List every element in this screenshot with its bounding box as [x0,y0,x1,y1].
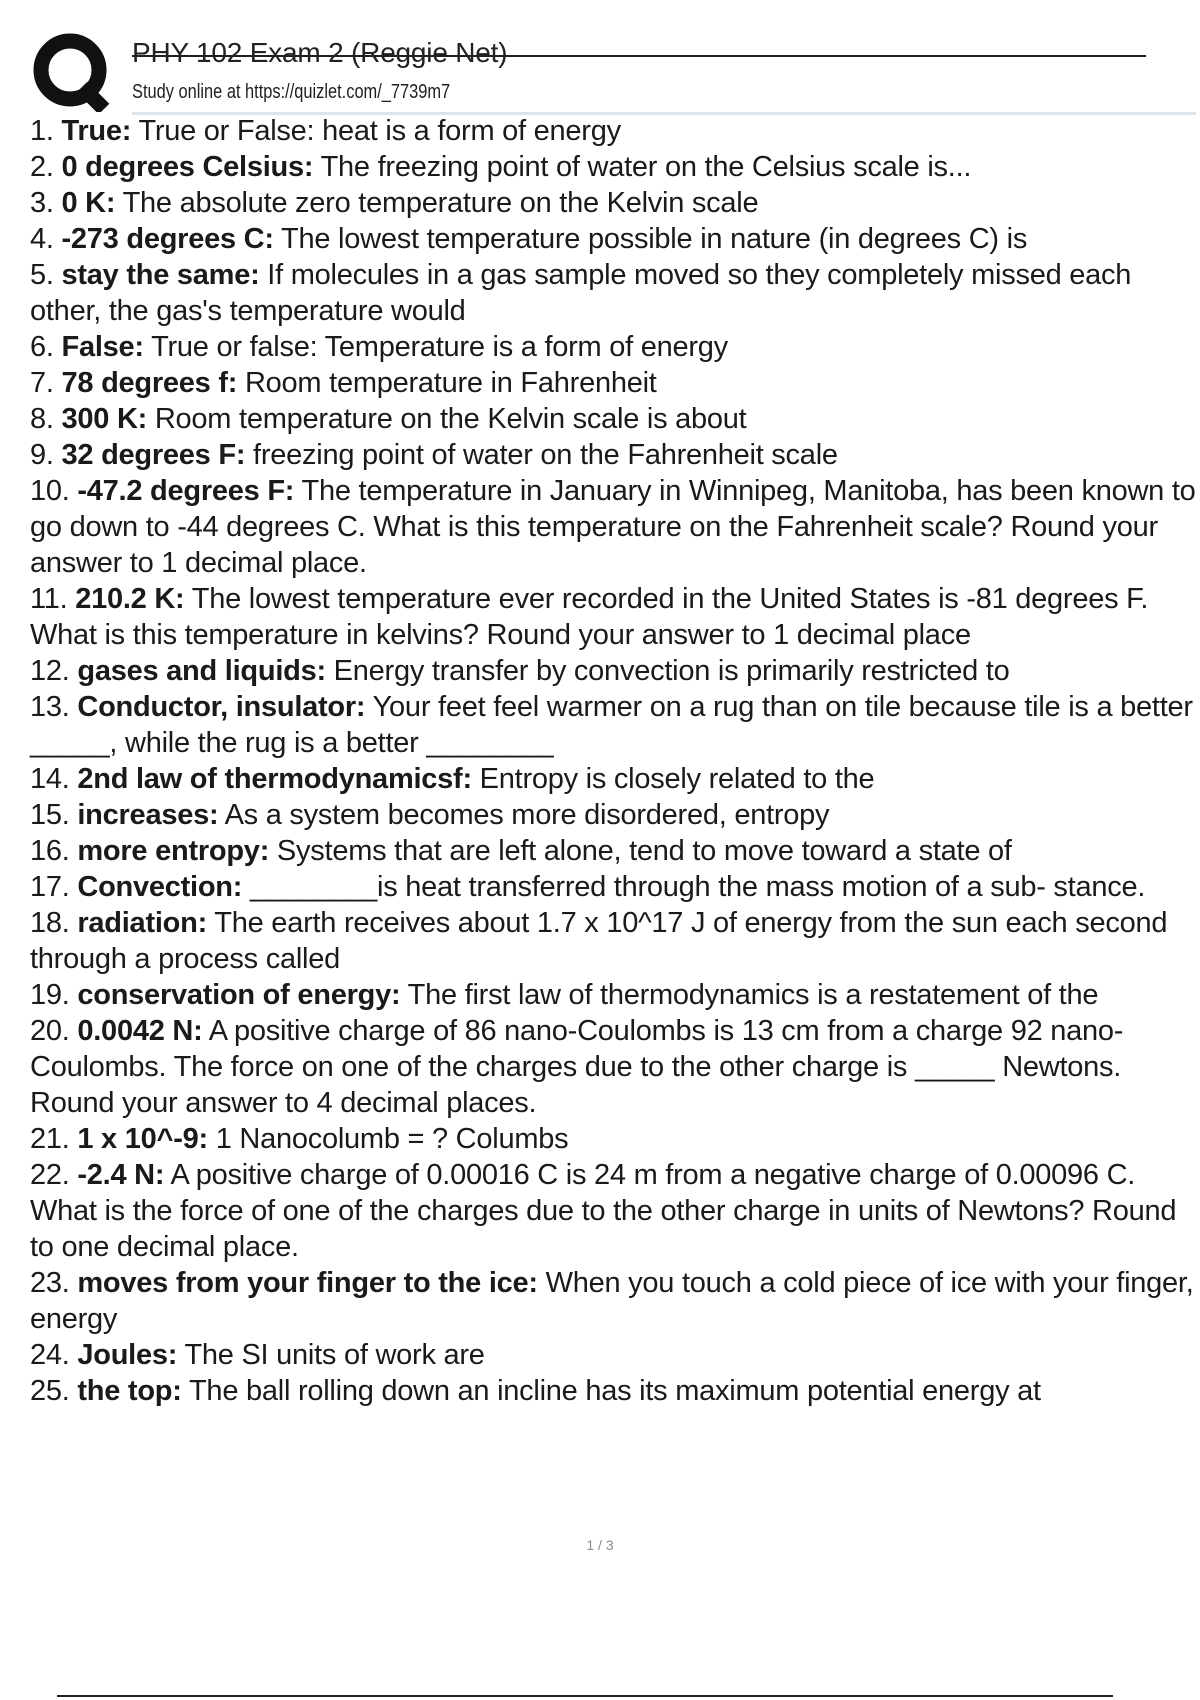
list-item [30,113,1200,149]
document-title: PHY 102 Exam 2 (Reggie Net) [132,37,508,68]
item-answer: radiation: [77,907,207,939]
item-number: 24. [30,1339,78,1371]
item-question: As a system becomes more disordered, entropy [218,799,830,831]
item-question: The ball rolling down an incline has its maximum potential energy at [181,1375,1041,1407]
item-answer: conservation of energy: [77,979,401,1011]
list-item [30,1337,1200,1373]
item-answer: -2.4 N: [77,1159,165,1191]
item-question: The first law of thermodynamics is a restatement of the [400,979,1099,1011]
list-item [30,689,1200,761]
item-question: True or False: heat is a form of energy [131,115,621,147]
item-answer: 32 degrees F: [61,439,246,471]
item-answer: 0 K: [61,187,116,219]
item-number: 15. [30,799,78,831]
item-number: 21. [30,1123,78,1155]
item-question: Room temperature in Fahrenheit [237,367,657,399]
item-answer: Joules: [77,1339,178,1371]
study-online-link[interactable]: Study online at https://quizlet.com/_7739m7 [132,81,451,103]
item-question: Energy transfer by convection is primarily restricted to [325,655,1010,687]
item-question: The freezing point of water on the Celsius scale is... [313,151,972,183]
item-answer: gases and liquids: [77,655,326,687]
item-number: 4. [30,223,62,255]
item-question: Systems that are left alone, tend to move toward a state of [269,835,1012,867]
item-question: 1 Nanocolumb = ? Columbs [207,1123,569,1155]
item-question: The earth receives about 1.7 x 10^17 J of energy from the sun each second through a process called [30,907,1168,975]
list-item [30,761,1200,797]
item-answer: 78 degrees f: [61,367,238,399]
list-item [30,185,1200,221]
list-item [30,1265,1200,1337]
item-question: The lowest temperature possible in nature (in degrees C) is [273,223,1028,255]
list-item [30,329,1200,365]
item-question: The absolute zero temperature on the Kelvin scale [115,187,759,219]
item-answer: False: [61,331,144,363]
item-number: 5. [30,259,62,291]
item-answer: 0.0042 N: [77,1015,203,1047]
footer-divider [57,1695,1113,1697]
item-answer: Conductor, insulator: [77,691,366,723]
item-number: 14. [30,763,78,795]
list-item [30,653,1200,689]
list-item [30,905,1200,977]
item-number: 23. [30,1267,78,1299]
list-item [30,365,1200,401]
item-question: True or false: Temperature is a form of energy [143,331,728,363]
quizlet-q-logo-icon [32,32,112,112]
list-item [30,1121,1200,1157]
item-question: The lowest temperature ever recorded in the United States is -81 degrees F. What is this temperature in kelvins? Round your answer to 1 decimal place [30,583,1149,651]
item-number: 22. [30,1159,78,1191]
item-answer: 300 K: [61,403,148,435]
list-item [30,437,1200,473]
item-question: freezing point of water on the Fahrenheit scale [245,439,838,471]
item-number: 10. [30,475,78,507]
item-answer: True: [61,115,132,147]
item-number: 13. [30,691,78,723]
list-item [30,869,1200,905]
item-question: ________is heat transferred through the mass motion of a sub- stance. [242,871,1146,903]
item-answer: 2nd law of thermodynamicsf: [77,763,472,795]
item-question: Room temperature on the Kelvin scale is about [147,403,747,435]
item-answer: increases: [77,799,219,831]
question-answer-list [30,113,1200,1409]
list-item [30,1373,1200,1409]
item-number: 18. [30,907,78,939]
page-header [32,30,1146,112]
item-answer: 1 x 10^-9: [77,1123,208,1155]
item-number: 3. [30,187,62,219]
item-number: 25. [30,1375,78,1407]
item-number: 17. [30,871,78,903]
item-answer: the top: [77,1375,182,1407]
list-item [30,221,1200,257]
list-item [30,1157,1200,1265]
item-answer: more entropy: [77,835,270,867]
item-question: The temperature in January in Winnipeg, Manitoba, has been known to go down to -44 degrees C. What is this temperature on the Fahrenheit scale? Round your answer to 1 decimal place. [30,475,1196,579]
item-answer: -273 degrees C: [61,223,274,255]
list-item [30,581,1200,653]
item-number: 9. [30,439,62,471]
item-number: 11. [30,583,76,615]
item-number: 1. [30,115,62,147]
item-question: The SI units of work are [177,1339,485,1371]
page-number: 1 / 3 [586,1537,614,1553]
item-question: Your feet feel warmer on a rug than on tile because tile is a better _____, while the rug is a better ________ [30,691,1193,759]
item-question: If molecules in a gas sample moved so they completely missed each other, the gas's temperature would [30,259,1132,327]
item-number: 12. [30,655,78,687]
item-answer: 210.2 K: [75,583,185,615]
list-item [30,401,1200,437]
list-item [30,257,1200,329]
item-number: 6. [30,331,62,363]
item-number: 7. [30,367,62,399]
item-number: 20. [30,1015,78,1047]
list-item [30,473,1200,581]
list-item [30,977,1200,1013]
item-number: 8. [30,403,62,435]
item-question: When you touch a cold piece of ice with your finger, energy [30,1267,1194,1335]
item-number: 16. [30,835,78,867]
item-question: Entropy is closely related to the [471,763,875,795]
item-number: 19. [30,979,78,1011]
item-question: A positive charge of 0.00016 C is 24 m from a negative charge of 0.00096 C. What is the force of one of the charges due to the other charge in units of Newtons? Round to one decimal place. [30,1159,1177,1263]
item-number: 2. [30,151,62,183]
item-answer: -47.2 degrees F: [77,475,295,507]
item-answer: 0 degrees Celsius: [61,151,314,183]
list-item [30,833,1200,869]
list-item [30,1013,1200,1121]
list-item [30,149,1200,185]
item-question: A positive charge of 86 nano-Coulombs is 13 cm from a charge 92 nano-Coulombs. The force on one of the charges due to the other charge is _____ Newtons. Round your answer to 4 decimal places. [30,1015,1124,1119]
item-answer: Convection: [77,871,243,903]
item-answer: moves from your finger to the ice: [77,1267,538,1299]
item-answer: stay the same: [61,259,260,291]
list-item [30,797,1200,833]
